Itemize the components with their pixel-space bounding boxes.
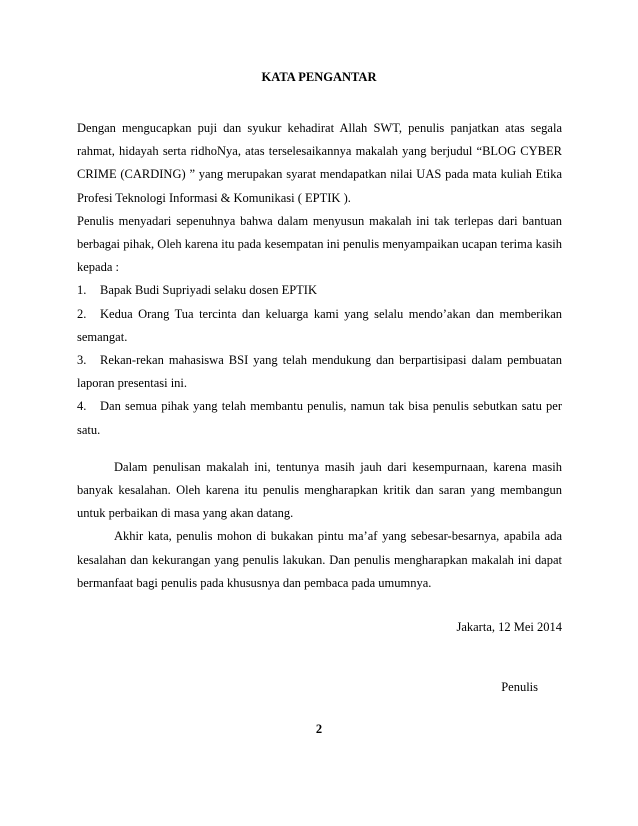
page-number: 2 xyxy=(315,722,323,736)
list-item-text: Kedua Orang Tua tercinta dan keluarga kami yang selalu mendo’akan dan memberikan semangat. xyxy=(77,306,562,344)
list-item-text: Rekan-rekan mahasiswa BSI yang telah mendukung dan berpartisipasi dalam pembuatan laporan presentasi ini. xyxy=(77,353,562,391)
paragraph-gap xyxy=(77,442,562,456)
list-item-text: Bapak Budi Supriyadi selaku dosen EPTIK xyxy=(100,283,317,298)
list-item-number: 1. xyxy=(77,283,87,298)
place-date: Jakarta, 12 Mei 2014 xyxy=(456,620,562,634)
list-item xyxy=(77,395,562,441)
list-item xyxy=(77,303,562,349)
list-item xyxy=(77,349,562,395)
author-signature: Penulis xyxy=(501,680,538,694)
thanks-intro-paragraph: Penulis menyadari sepenuhnya bahwa dalam menyusun makalah ini tak terlepas dari bantuan berbagai pihak, Oleh karena itu pada kesempatan ini penulis menyampaikan ucapan terima kasih kepada : xyxy=(77,213,562,275)
closing-paragraph: Dalam penulisan makalah ini, tentunya masih jauh dari kesempurnaan, karena masih banyak kesalahan. Oleh karena itu penulis mengharapkan kritik dan saran yang membangun untuk perbaikan di masa yang akan datang. xyxy=(77,459,562,521)
list-item-number: 3. xyxy=(77,353,87,368)
intro-paragraph: Dengan mengucapkan puji dan syukur kehadirat Allah SWT, penulis panjatkan atas segala rahmat, hidayah serta ridhoNya, atas terselesaikannya makalah yang berjudul “BLOG CYBER CRIME (CARDING) ” yang merupakan syarat mendapatkan nilai UAS pada mata kuliah Etika Profesi Teknologi Informasi & Komunikasi ( EPTIK ). xyxy=(77,121,562,205)
list-item xyxy=(77,279,562,302)
list-item-number: 2. xyxy=(77,306,87,321)
document-body xyxy=(77,117,562,595)
page-title: KATA PENGANTAR xyxy=(261,70,377,84)
list-item-text: Dan semua pihak yang telah membantu penulis, namun tak bisa penulis sebutkan satu per satu. xyxy=(77,399,562,437)
closing-paragraph: Akhir kata, penulis mohon di bukakan pintu ma’af yang sebesar-besarnya, apabila ada kesalahan dan kekurangan yang penulis lakukan. Dan penulis mengharapkan makalah ini dapat bermanfaat bagi penulis pada khususnya dan pembaca pada umumnya. xyxy=(77,529,562,590)
list-item-number: 4. xyxy=(77,399,87,414)
